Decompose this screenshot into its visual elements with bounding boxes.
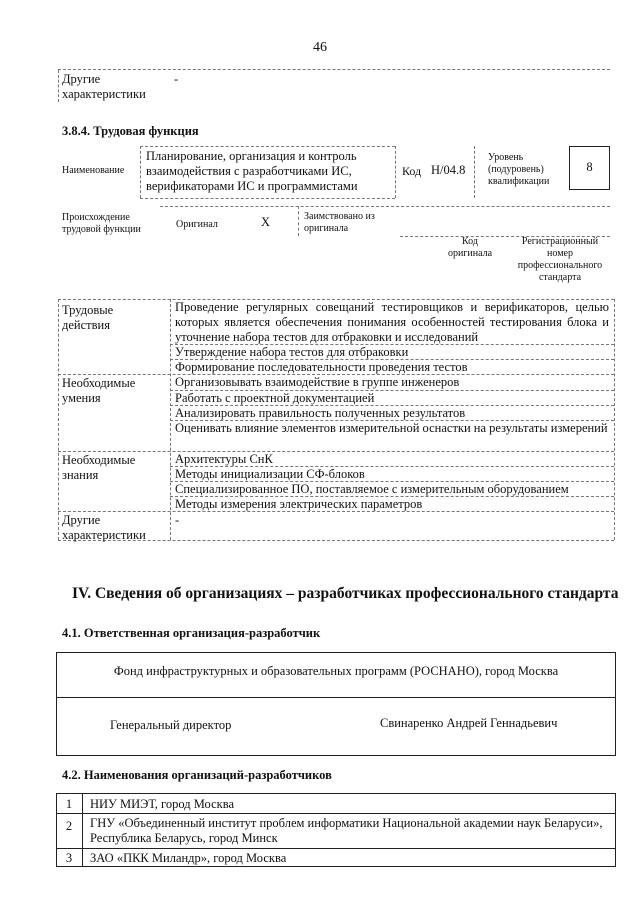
name-box-left — [140, 146, 141, 198]
work-actions-label: Трудовые действия — [62, 303, 114, 332]
name-box-right — [395, 146, 396, 198]
director-title: Генеральный директор — [110, 718, 232, 732]
knowledge-item: Методы измерения электрических параметров — [175, 497, 423, 511]
director-name: Свинаренко Андрей Геннадьевич — [380, 716, 558, 730]
work-action-item: Утверждение набора тестов для отбраковки — [175, 345, 409, 359]
level-label: Уровень (подуровень) квалификации — [488, 152, 550, 187]
req-left — [58, 299, 59, 540]
section-divider — [58, 511, 614, 512]
knowledge-label: Необходимые знания — [62, 453, 136, 482]
other-label: Другие характеристики — [62, 513, 146, 542]
skill-item: Оценивать влияние элементов измерительной оснастки на результаты измерений — [175, 421, 608, 435]
name-box-bottom — [140, 198, 395, 199]
page-number: 46 — [313, 40, 327, 55]
top-left-border — [58, 70, 59, 102]
section4-title: IV. Сведения об организациях – разработчиках профессионального стандарта — [72, 585, 619, 602]
original-mark: X — [261, 215, 271, 229]
origin-label: Происхождение трудовой функции — [62, 212, 141, 235]
org-num: 3 — [65, 851, 73, 865]
code-original-label: Код оригинала — [447, 236, 493, 259]
code-value: H/04.8 — [431, 163, 466, 177]
org-num: 2 — [65, 819, 73, 833]
org-item: НИУ МИЭТ, город Москва — [90, 797, 235, 811]
original-label: Оригинал — [176, 219, 218, 230]
org-num: 1 — [65, 797, 73, 811]
orgs-row-divider — [56, 813, 616, 814]
org-name: Фонд инфраструктурных и образовательных программ (РОСНАНО), город Москва — [113, 664, 559, 678]
work-action-item: Формирование последовательности проведения тестов — [175, 360, 468, 374]
skills-label: Необходимые умения — [62, 376, 136, 405]
name-label: Наименование — [62, 165, 125, 176]
top-other-value: - — [174, 72, 179, 86]
org-item: ГНУ «Объединенный институт проблем информатики Национальной академии наук Беларуси», Республика Беларусь, город Минск — [90, 816, 603, 845]
borrowed-label: Заимствовано из оригинала — [304, 211, 375, 234]
orgs-num-col — [82, 793, 83, 867]
knowledge-item: Архитектуры СнК — [175, 452, 273, 466]
top-divider — [58, 69, 610, 70]
name-value: Планирование, организация и контроль взаимодействия с разработчиками ИС, верификаторами ИС и программистами — [146, 149, 358, 193]
orgs-row-divider — [56, 848, 616, 849]
org-item: ЗАО «ПКК Миландр», город Москва — [90, 851, 287, 865]
skill-item: Организовывать взаимодействие в группе инженеров — [175, 375, 460, 389]
s41-title: 4.1. Ответственная организация-разработчик — [62, 626, 321, 640]
responsible-org-divider — [56, 697, 616, 698]
name-box-top — [140, 146, 395, 147]
skill-item: Анализировать правильность полученных результатов — [175, 406, 466, 420]
knowledge-item: Методы инициализации СФ-блоков — [175, 467, 365, 481]
s42-title: 4.2. Наименования организаций-разработчиков — [62, 768, 332, 782]
top-other-label: Другие характеристики — [62, 72, 146, 101]
skill-item: Работать с проектной документацией — [175, 391, 375, 405]
req-right — [614, 299, 615, 540]
origin-divider — [298, 206, 299, 236]
code-box-right — [474, 146, 475, 198]
level-value: 8 — [586, 160, 593, 174]
origin-top — [160, 206, 610, 207]
code-label: Код — [402, 164, 422, 178]
knowledge-item: Специализированное ПО, поставляемое с измерительным оборудованием — [175, 482, 569, 496]
function-heading: 3.8.4. Трудовая функция — [62, 124, 199, 138]
work-action-item: Проведение регулярных совещаний тестировщиков и верификаторов, целью которых является обеспечения понимания особенностей тестирования блока и уточнение набора тестов для отбраковки и исследований — [175, 300, 609, 344]
reg-number-label: Регистрационный номер профессионального стандарта — [517, 236, 603, 283]
other-value: - — [175, 513, 180, 527]
